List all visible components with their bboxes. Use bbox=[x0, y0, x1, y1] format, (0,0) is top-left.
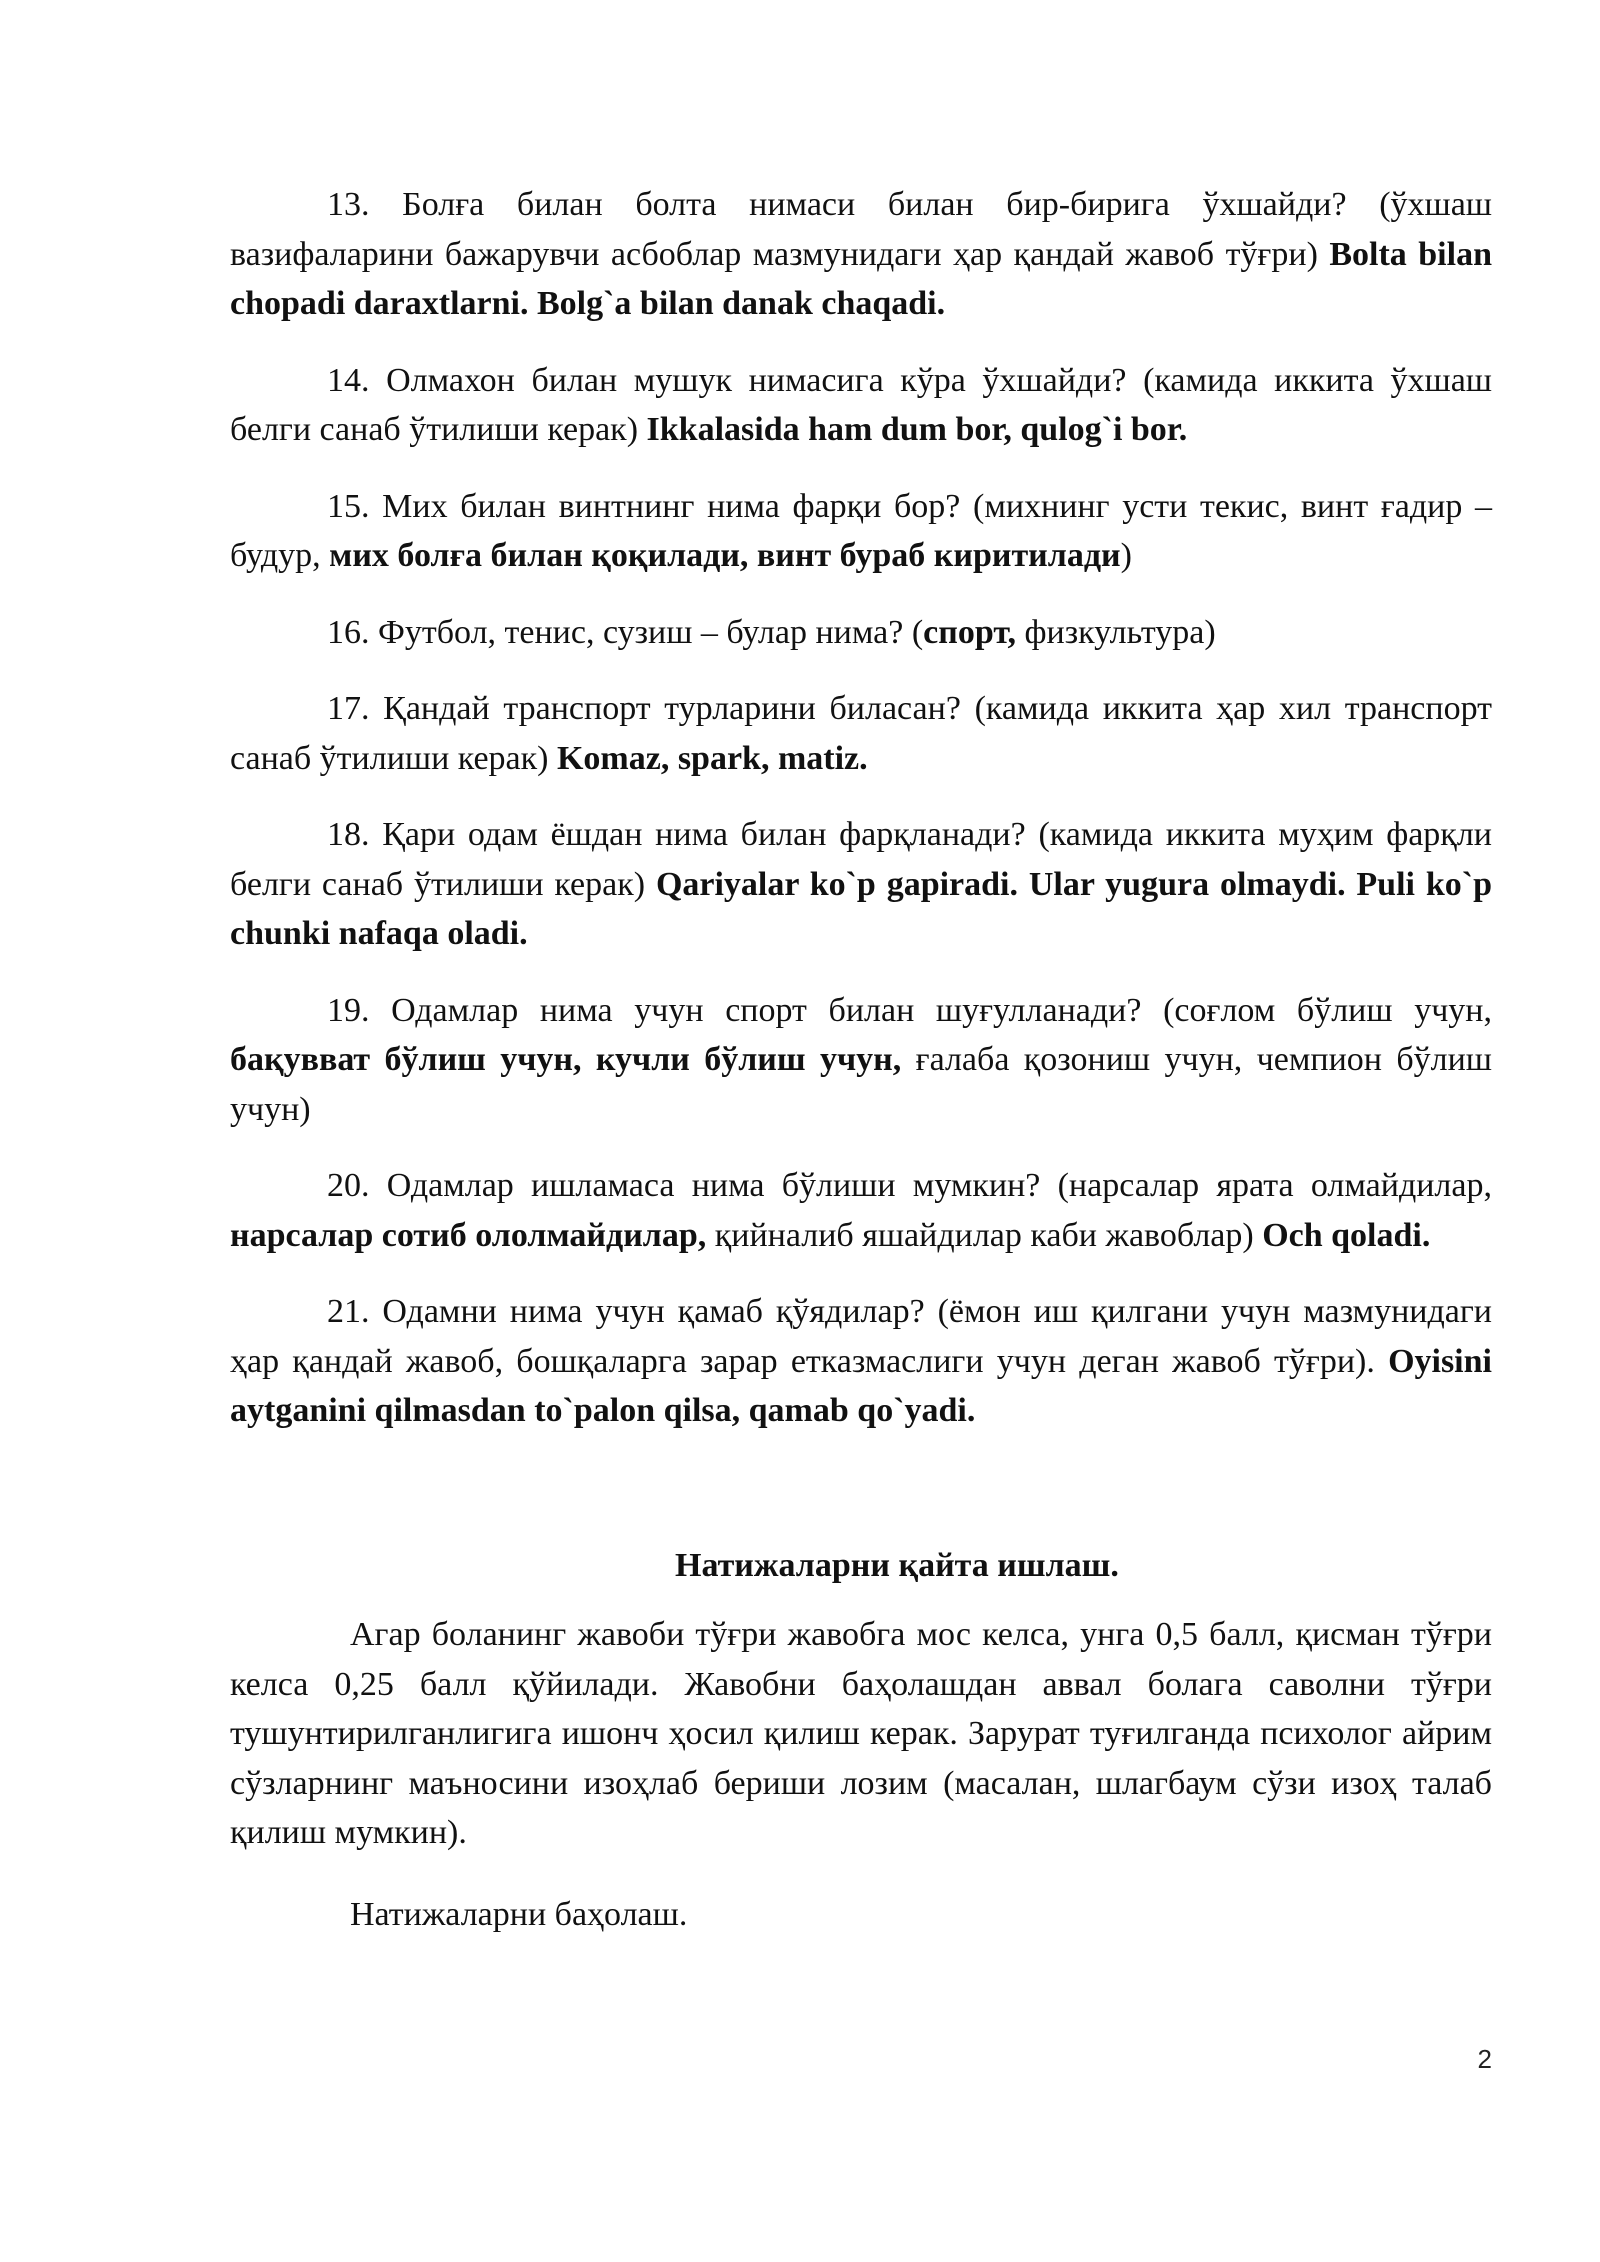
answer-text: Bolta bilan chopadi daraxtlarni. Bolg`a bilan danak chaqadi. bbox=[230, 235, 1492, 322]
answer-text: бақувват бўлиш учун, кучли бўлиш учун, bbox=[230, 1041, 902, 1078]
question-list bbox=[230, 180, 1492, 1436]
question-text: ) bbox=[1120, 537, 1132, 574]
document-page bbox=[230, 180, 1492, 1939]
question-text: 20. Одамлар ишламаса нима бўлиши мумкин? (нарсалар ярата олмайдилар, bbox=[327, 1167, 1492, 1204]
question-text: физкультура) bbox=[1015, 613, 1216, 651]
question-item bbox=[230, 986, 1492, 1135]
question-text: 13. Болға билан болта нимаси билан бир-бирига ўхшайди? (ўхшаш вазифаларини бажарувчи асбоблар мазмунидаги ҳар қандай жавоб тўғри) bbox=[230, 186, 1492, 273]
results-paragraph: Агар боланинг жавоби тўғри жавобга мос келса, унга 0,5 балл, қисман тўғри келса 0,25 балл қўйилади. Жавобни баҳолашдан аввал болага саволни тўғри тушунтирилганлигига ишонч ҳосил қилиш керак. Зарурат туғилганда психолог айрим сўзларнинг маъносини изоҳлаб бериши лозим (масалан, шлагбаум сўзи изоҳ талаб қилиш мумкин). bbox=[230, 1616, 1492, 1851]
question-item bbox=[230, 482, 1492, 581]
question-item bbox=[230, 180, 1492, 329]
question-item bbox=[230, 684, 1492, 783]
question-text: ғалаба қозониш учун, чемпион бўлиш учун) bbox=[230, 1041, 1492, 1128]
question-text: 17. Қандай транспорт турларини биласан? (камида иккита ҳар хил транспорт санаб ўтилиши керак) bbox=[230, 690, 1492, 777]
question-text: 15. Мих билан винтнинг нима фарқи бор? (михнинг усти текис, винт ғадир – будур, bbox=[230, 487, 1492, 574]
answer-text: мих болға билан қоқилади, винт бураб киритилади bbox=[329, 537, 1121, 574]
answer-text: Komaz, spark, matiz. bbox=[556, 739, 868, 777]
evaluation-subheading: Натижаларни баҳолаш. bbox=[350, 1895, 688, 1933]
section-heading: Натижаларни қайта ишлаш. bbox=[675, 1546, 1119, 1584]
question-text: 18. Қари одам ёшдан нима билан фарқланади? (камида иккита муҳим фарқли белги санаб ўтилиши керак) bbox=[230, 816, 1492, 903]
answer-text: Ikkalasida ham dum bor, qulog`i bor. bbox=[646, 411, 1188, 448]
answer-text: нарсалар сотиб ололмайдилар, bbox=[230, 1216, 707, 1254]
question-item bbox=[230, 356, 1492, 455]
answer-text: Qariyalar ko`p gapiradi. Ular yugura olmaydi. Puli ko`p chunki nafaqa oladi. bbox=[230, 865, 1492, 952]
answer-text: Oyisini aytganini qilmasdan to`palon qilsa, qamab qo`yadi. bbox=[230, 1342, 1492, 1429]
question-text: 19. Одамлар нима учун спорт билан шуғулланади? (соғлом бўлиш учун, bbox=[327, 991, 1492, 1029]
question-text: 21. Одамни нима учун қамаб қўядилар? (ёмон иш қилгани учун мазмунидаги ҳар қандай жавоб, бошқаларга зарар етказмаслиги учун деган жавоб тўғри). bbox=[230, 1293, 1492, 1380]
page-number: 2 bbox=[1477, 2044, 1492, 2074]
question-item bbox=[230, 608, 1492, 658]
answer-text: спорт, bbox=[923, 613, 1016, 651]
question-item bbox=[230, 810, 1492, 959]
question-text: қийналиб яшайдилар каби жавоблар) bbox=[706, 1216, 1263, 1254]
question-text: 16. Футбол, тенис, сузиш – булар нима? ( bbox=[327, 613, 924, 651]
question-item bbox=[230, 1161, 1492, 1260]
question-item bbox=[230, 1287, 1492, 1436]
question-text: 14. Олмахон билан мушук нимасига кўра ўхшайди? (камида иккита ўхшаш белги санаб ўтилиши керак) bbox=[230, 361, 1492, 448]
answer-text: Och qoladi. bbox=[1262, 1216, 1431, 1254]
